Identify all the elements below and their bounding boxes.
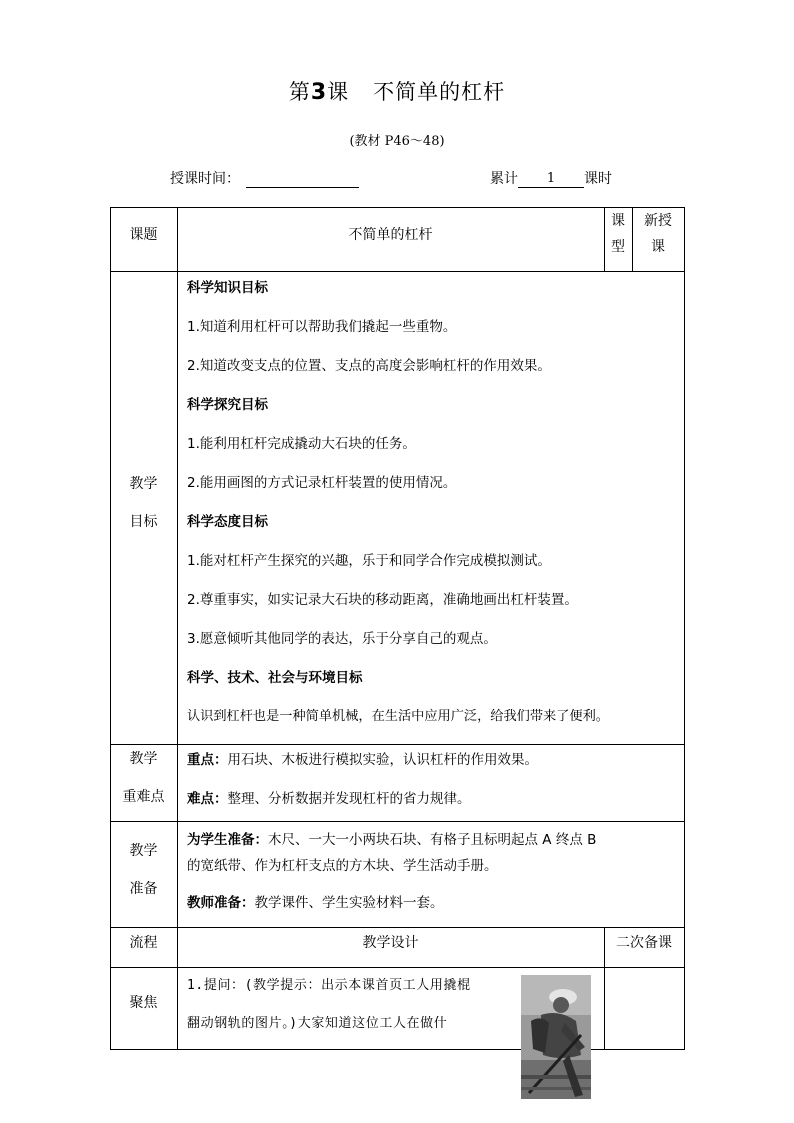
student-prep-cont: 的宽纸带、作为杠杆支点的方木块、学生活动手册。 [187,858,498,874]
teacher-prep [187,891,444,911]
difficulty-point [187,787,471,807]
key-point-text: 用石块、木板进行模拟实验，认识杠杆的作用效果。 [227,752,538,768]
goal-item: 2.尊重事实，如实记录大石块的移动距离，准确地画出杠杆装置。 [187,592,578,608]
lesson-type-value: 新授 [644,213,672,229]
student-prep [187,828,596,848]
goal-heading: 科学态度目标 [187,514,268,530]
focus-label: 聚焦 [129,995,158,1011]
student-prep-text: 木尺、一大一小两块石块、有格子且标明起点 A 终点 B [268,832,597,848]
goals-label: 教学 [129,476,158,492]
table-border [684,207,685,1050]
goal-item: 2.知道改变支点的位置、支点的高度会影响杠杆的作用效果。 [187,358,551,374]
textbook-pages: (教材 P46～48) [349,134,445,149]
key-point [187,748,538,768]
design-header: 教学设计 [362,935,419,951]
goal-heading: 科学知识目标 [187,280,268,296]
page-title: 第3课 不简单的杠杆 [288,80,506,105]
teacher-prep-head: 教师准备： [187,895,255,911]
goals-label: 目标 [129,514,158,530]
total-hours-unit: 课时 [584,171,612,187]
table-border [110,207,111,1050]
column-divider [177,207,178,1050]
topic-label: 课题 [129,227,158,243]
goal-heading: 科学探究目标 [187,397,268,413]
focus-text: 翻动钢轨的图片。)大家知道这位工人在做什 [187,1016,448,1031]
lesson-type-label: 型 [611,239,625,255]
class-time-field [246,171,359,188]
goal-item: 1.能对杠杆产生探究的兴趣，乐于和同学合作完成模拟测试。 [187,553,551,569]
worker-with-crowbar-photo [521,975,591,1099]
total-hours-label: 累计 [490,171,518,187]
row-divider [110,744,685,745]
difficulty-text: 整理、分析数据并发现杠杆的省力规律。 [227,791,471,807]
lesson-type-label: 课 [611,213,625,229]
goal-item: 认识到杠杆也是一种简单机械，在生活中应用广泛，给我们带来了便利。 [187,709,609,724]
difficulty-head: 难点： [187,791,228,807]
row-divider [110,927,685,928]
revision-header: 二次备课 [616,935,672,951]
total-hours [490,168,612,188]
focus-text: 1.提问：(教学提示：出示本课首页工人用撬棍 [187,978,471,993]
table-border [110,207,685,208]
table-border [110,1049,522,1050]
key-point-head: 重点： [187,752,228,768]
key-points-label: 重难点 [122,789,165,805]
goal-item: 1.知道利用杠杆可以帮助我们撬起一些重物。 [187,319,457,335]
row-divider [110,967,685,968]
preparation-label: 教学 [129,843,158,859]
table-border [591,1049,685,1050]
row-divider [110,821,685,822]
total-hours-value: 1 [518,171,584,188]
student-prep-head: 为学生准备： [187,832,268,848]
class-time-label: 授课时间： [170,171,240,187]
flow-header: 流程 [129,935,158,951]
goal-item: 3.愿意倾听其他同学的表达，乐于分享自己的观点。 [187,631,497,647]
goal-item: 1.能利用杠杆完成撬动大石块的任务。 [187,436,416,452]
row-divider [110,271,685,272]
goal-heading: 科学、技术、社会与环境目标 [187,670,363,686]
preparation-label: 准备 [129,881,158,897]
key-points-label: 教学 [129,751,158,767]
lesson-type-value: 课 [651,239,665,255]
goal-item: 2.能用画图的方式记录杠杆装置的使用情况。 [187,475,457,491]
topic-value: 不简单的杠杆 [348,227,433,243]
teacher-prep-text: 教学课件、学生实验材料一套。 [254,895,444,911]
class-time [170,168,359,188]
